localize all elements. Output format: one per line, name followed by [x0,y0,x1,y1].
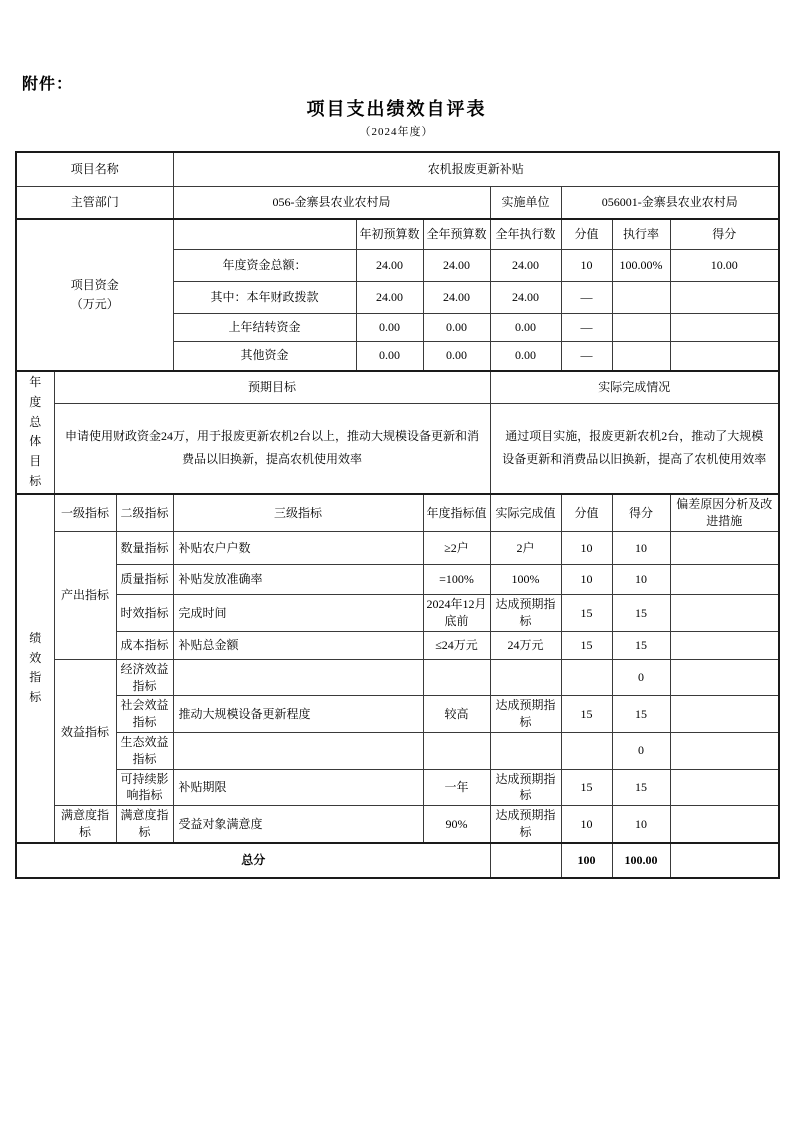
funding-initial: 0.00 [356,341,423,371]
perf-actual: 达成预期指标 [490,806,561,843]
funding-annual: 24.00 [423,249,490,281]
perf-deviation [670,565,779,595]
perf-deviation [670,806,779,843]
funding-initial: 24.00 [356,249,423,281]
perf-score: 0 [612,659,670,696]
funding-section-label-line1: 项目资金 [70,277,119,292]
perf-level3: 受益对象满意度 [173,806,423,843]
department-row [16,186,779,219]
goal-content-row [16,403,779,494]
funding-row-name: 上年结转资金 [173,313,356,341]
perf-row-quantity [16,532,779,565]
funding-annual: 0.00 [423,313,490,341]
perf-weight: 15 [561,595,612,632]
unit-label: 实施单位 [490,186,561,219]
perf-section-label-text: 绩效指标 [29,630,42,705]
perf-level2: 满意度指标 [116,806,173,843]
perf-deviation [670,696,779,733]
perf-level3: 补贴发放准确率 [173,565,423,595]
perf-level2: 成本指标 [116,631,173,659]
perf-col-level3: 三级指标 [173,494,423,532]
funding-score [670,341,779,371]
total-actual-blank [490,843,561,878]
attachment-label: 附件： [22,76,74,93]
perf-row-ecological [16,733,779,770]
total-row [16,843,779,878]
goal-section-label-text: 年度总体目标 [29,375,42,488]
total-score: 100.00 [612,843,670,878]
project-name-value: 农机报废更新补贴 [173,152,779,186]
perf-col-level2: 二级指标 [116,494,173,532]
total-deviation-blank [670,843,779,878]
page-title: 项目支出绩效自评表 [306,99,487,119]
perf-actual [490,733,561,770]
funding-annual: 24.00 [423,281,490,313]
funding-section-label-line2: （万元） [70,297,119,311]
funding-blank-header [173,219,356,249]
perf-score: 15 [612,595,670,632]
funding-initial: 24.00 [356,281,423,313]
perf-row-timeliness [16,595,779,632]
perf-col-weight: 分值 [561,494,612,532]
funding-executed: 0.00 [490,313,561,341]
perf-row-cost [16,631,779,659]
funding-rate [612,313,670,341]
funding-rate: 100.00% [612,249,670,281]
perf-header-row [16,494,779,532]
expected-goal-header: 预期目标 [54,371,490,403]
perf-actual: 2户 [490,532,561,565]
perf-deviation [670,659,779,696]
perf-deviation [670,532,779,565]
perf-actual: 100% [490,565,561,595]
perf-level2: 质量指标 [116,565,173,595]
total-weight: 100 [561,843,612,878]
funding-col-executed: 全年执行数 [490,219,561,249]
perf-target: ≥2户 [423,532,490,565]
perf-row-sustainable [16,769,779,806]
perf-group-satisfaction: 满意度指标 [54,806,116,843]
perf-level2: 生态效益指标 [116,733,173,770]
perf-level3 [173,733,423,770]
perf-col-actual: 实际完成值 [490,494,561,532]
funding-col-rate: 执行率 [612,219,670,249]
perf-weight: 10 [561,565,612,595]
perf-score: 15 [612,769,670,806]
perf-group-output: 产出指标 [54,532,116,660]
funding-executed: 0.00 [490,341,561,371]
funding-executed: 24.00 [490,249,561,281]
perf-weight [561,733,612,770]
perf-level2: 社会效益指标 [116,696,173,733]
goal-section-label [16,371,54,494]
unit-value: 056001-金寨县农业农村局 [561,186,779,219]
total-label: 总分 [16,843,490,878]
perf-level2: 经济效益指标 [116,659,173,696]
self-evaluation-table [15,151,780,879]
perf-col-level1: 一级指标 [54,494,116,532]
perf-deviation [670,595,779,632]
perf-col-score: 得分 [612,494,670,532]
funding-annual: 0.00 [423,341,490,371]
perf-level3: 完成时间 [173,595,423,632]
perf-actual: 达成预期指标 [490,696,561,733]
perf-target: 一年 [423,769,490,806]
perf-actual [490,659,561,696]
funding-rate [612,281,670,313]
perf-target [423,733,490,770]
expected-goal-text: 申请使用财政资金24万，用于报废更新农机2台以上，推动大规模设备更新和消费品以旧换新，提高农机使用效率 [54,403,490,494]
perf-weight [561,659,612,696]
perf-weight: 10 [561,532,612,565]
perf-level3 [173,659,423,696]
perf-row-quality [16,565,779,595]
perf-score: 15 [612,696,670,733]
funding-row-name: 其他资金 [173,341,356,371]
funding-col-initial-budget: 年初预算数 [356,219,423,249]
perf-row-satisfaction [16,806,779,843]
perf-level3: 补贴期限 [173,769,423,806]
perf-target [423,659,490,696]
funding-executed: 24.00 [490,281,561,313]
funding-weight: — [561,313,612,341]
perf-col-deviation: 偏差原因分析及改进措施 [670,494,779,532]
funding-header-row [16,219,779,249]
funding-weight: — [561,281,612,313]
perf-actual: 达成预期指标 [490,595,561,632]
perf-score: 10 [612,565,670,595]
funding-score: 10.00 [670,249,779,281]
page-subtitle: （2024年度） [359,126,434,138]
funding-weight: — [561,341,612,371]
perf-target: 2024年12月底前 [423,595,490,632]
perf-level2: 可持续影响指标 [116,769,173,806]
perf-deviation [670,769,779,806]
department-value: 056-金寨县农业农村局 [173,186,490,219]
actual-completion-text: 通过项目实施，报废更新农机2台，推动了大规模设备更新和消费品以旧换新，提高了农机使用效率 [490,403,779,494]
perf-level3: 补贴农户户数 [173,532,423,565]
perf-target: 较高 [423,696,490,733]
perf-score: 10 [612,532,670,565]
perf-deviation [670,733,779,770]
perf-group-benefit: 效益指标 [54,659,116,805]
funding-row-name: 其中：本年财政拨款 [173,281,356,313]
perf-row-social [16,696,779,733]
goal-header-row [16,371,779,403]
funding-rate [612,341,670,371]
perf-level3: 推动大规模设备更新程度 [173,696,423,733]
funding-score [670,313,779,341]
funding-weight: 10 [561,249,612,281]
funding-section-label [16,219,173,371]
perf-col-target: 年度指标值 [423,494,490,532]
perf-weight: 10 [561,806,612,843]
funding-col-weight: 分值 [561,219,612,249]
perf-deviation [670,631,779,659]
perf-section-label [16,494,54,843]
perf-target: ≤24万元 [423,631,490,659]
perf-target: =100% [423,565,490,595]
perf-weight: 15 [561,696,612,733]
perf-level3: 补贴总金额 [173,631,423,659]
department-label: 主管部门 [16,186,173,219]
funding-row-name: 年度资金总额： [173,249,356,281]
project-name-row [16,152,779,186]
perf-weight: 15 [561,631,612,659]
perf-weight: 15 [561,769,612,806]
perf-score: 15 [612,631,670,659]
perf-score: 0 [612,733,670,770]
actual-completion-header: 实际完成情况 [490,371,779,403]
funding-initial: 0.00 [356,313,423,341]
perf-actual: 24万元 [490,631,561,659]
perf-row-economic [16,659,779,696]
perf-score: 10 [612,806,670,843]
perf-target: 90% [423,806,490,843]
perf-actual: 达成预期指标 [490,769,561,806]
project-name-label: 项目名称 [16,152,173,186]
perf-level2: 时效指标 [116,595,173,632]
funding-col-score: 得分 [670,219,779,249]
funding-score [670,281,779,313]
perf-level2: 数量指标 [116,532,173,565]
funding-col-annual-budget: 全年预算数 [423,219,490,249]
